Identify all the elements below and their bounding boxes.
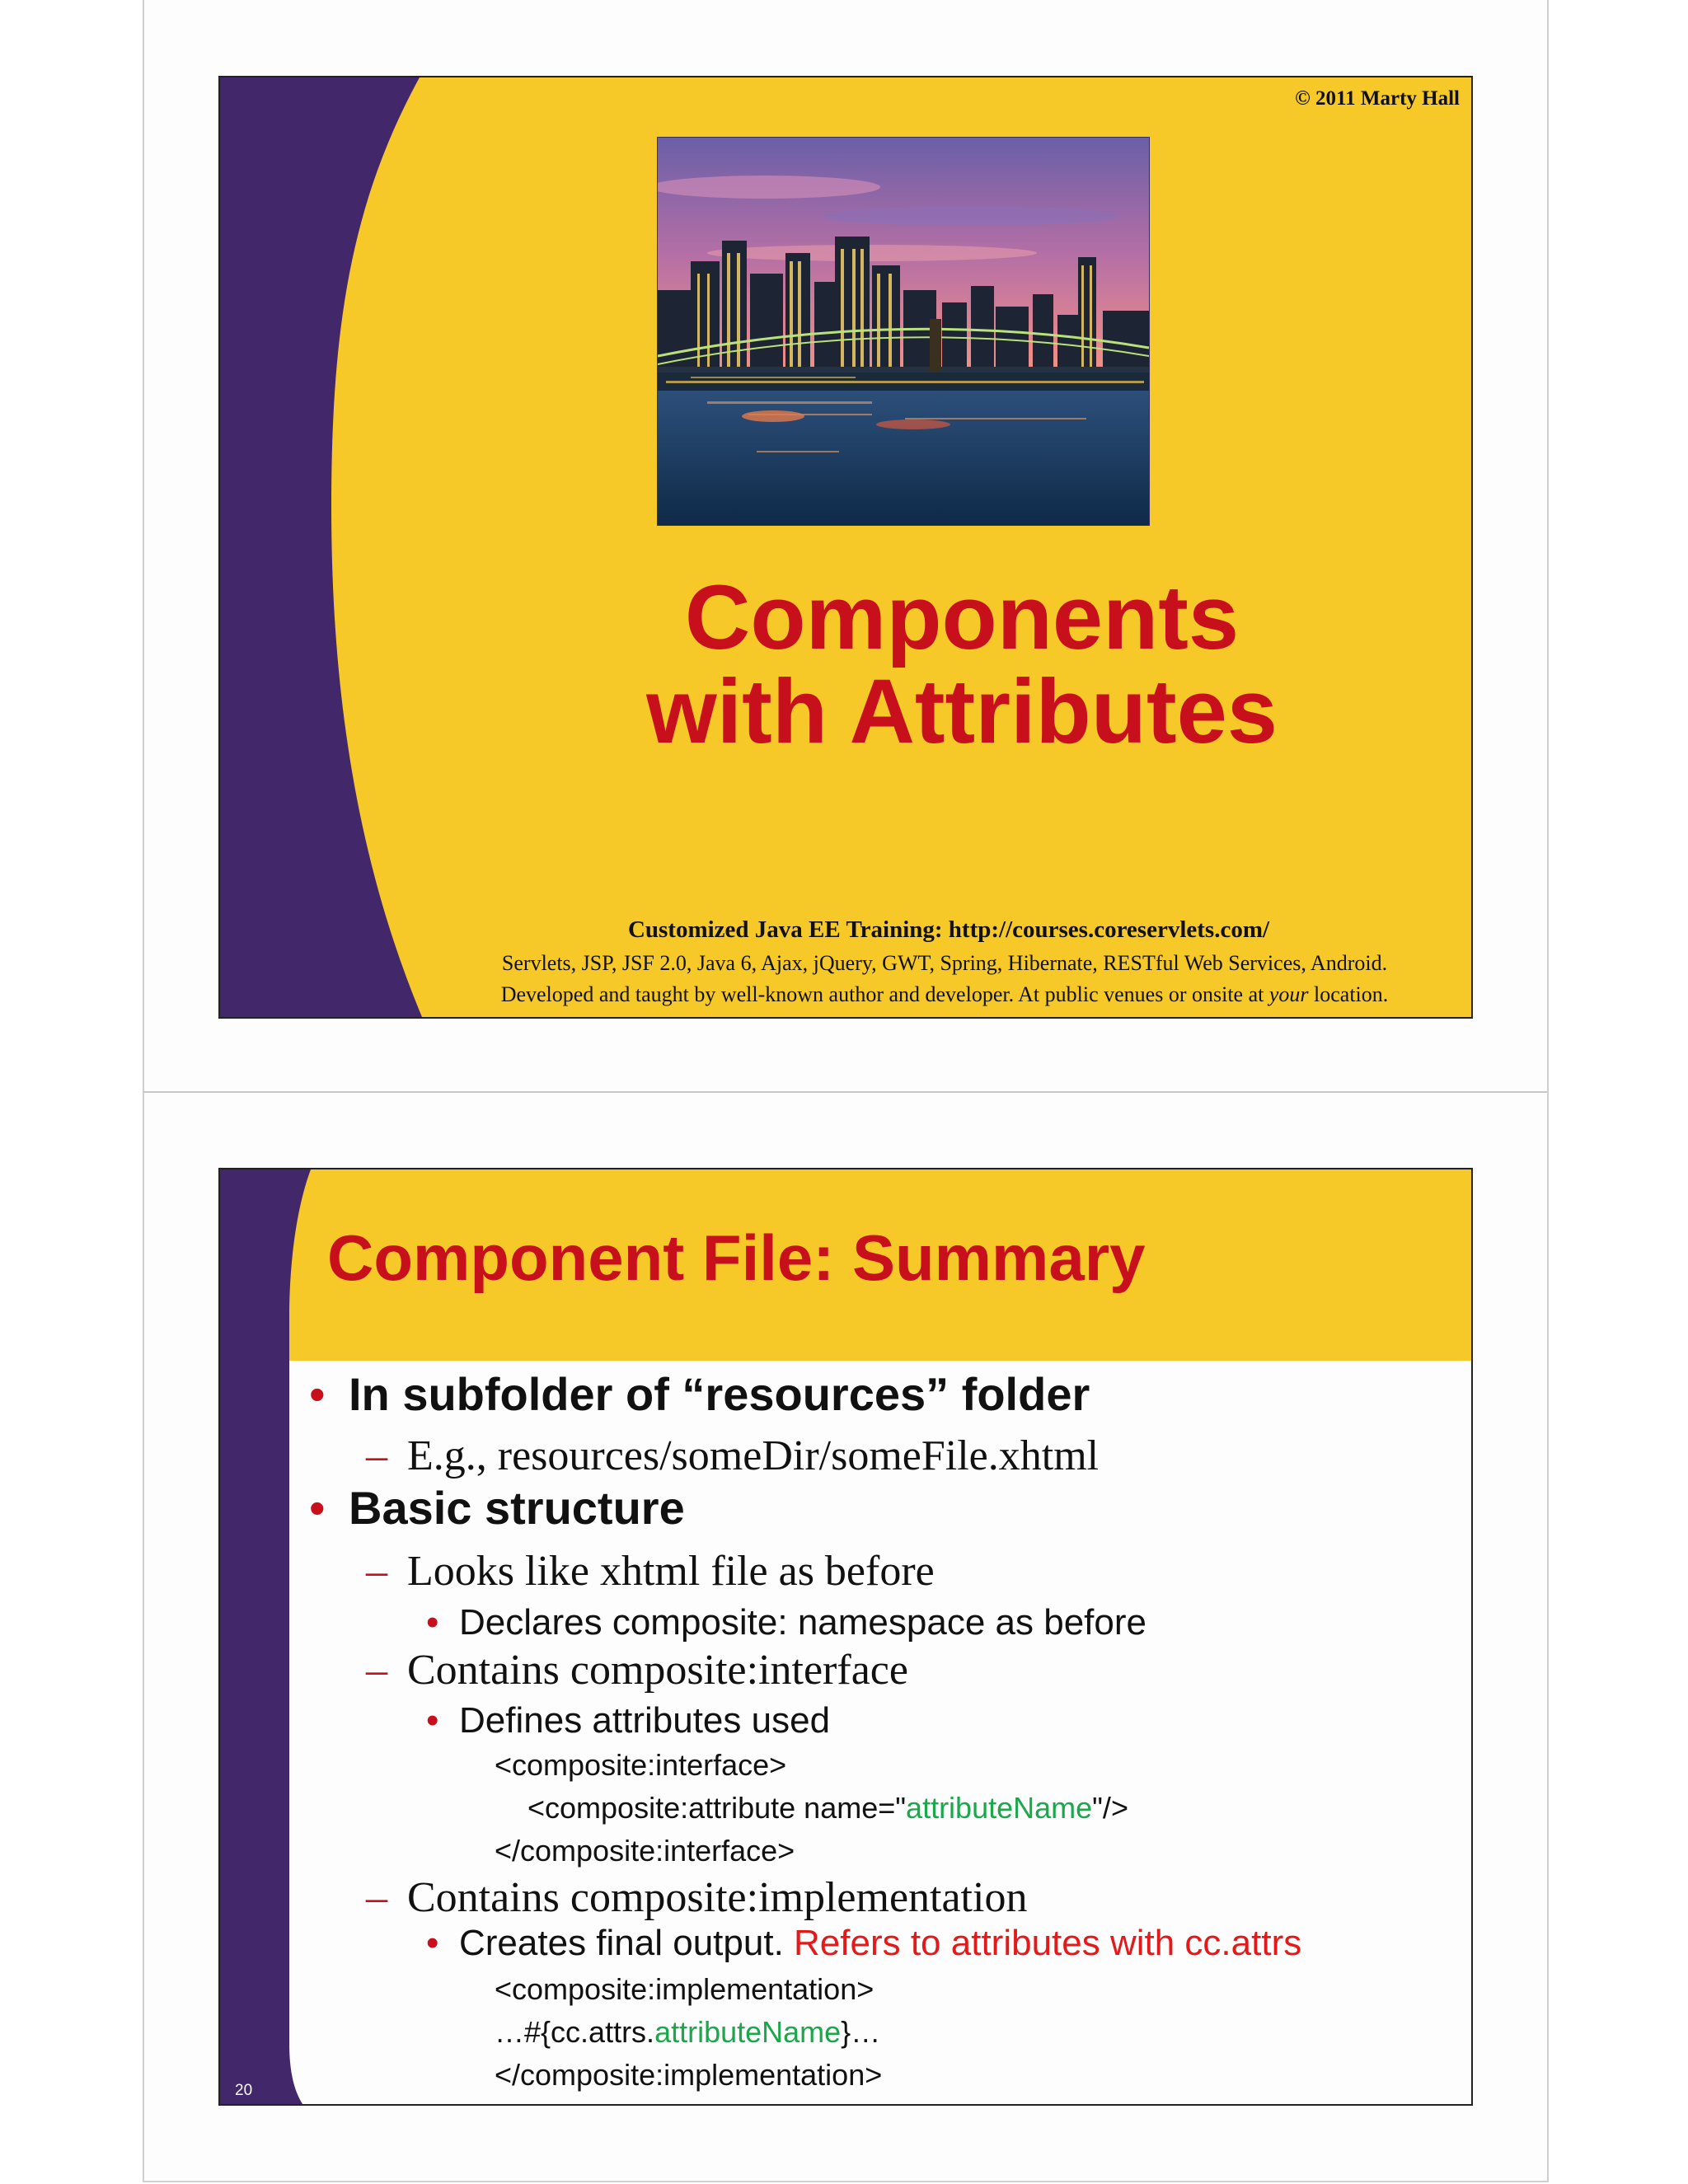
title-line-2: with Attributes xyxy=(646,661,1278,762)
bullet-dot-icon: • xyxy=(309,1482,326,1534)
code-implementation-close: </composite:implementation> xyxy=(495,2058,883,2092)
dash-icon: – xyxy=(366,1548,387,1595)
content-slide xyxy=(218,1168,1473,2106)
sub-item-looks-like-xhtml: – Looks like xhtml file as before xyxy=(366,1548,935,1595)
city-skyline-photo xyxy=(657,137,1150,526)
dash-icon: – xyxy=(366,1874,387,1921)
slide-title: Component File: Summary xyxy=(327,1221,1146,1294)
title-line-1: Components xyxy=(684,567,1240,668)
bullet-dot-icon: • xyxy=(426,1700,439,1741)
code-interface-close: </composite:interface> xyxy=(495,1834,795,1868)
bullet-dot-icon: • xyxy=(426,1923,439,1963)
code-cc-attrs-usage: …#{cc.attrs.attributeName}… xyxy=(495,2015,881,2049)
dash-icon: – xyxy=(366,1647,387,1694)
bullet-basic-structure: • Basic structure xyxy=(309,1482,685,1534)
code-interface-open: <composite:interface> xyxy=(495,1748,787,1782)
item-defines-attributes: • Defines attributes used xyxy=(426,1700,831,1741)
code-attribute-declaration: <composite:attribute name="attributeName"/> xyxy=(528,1791,1128,1825)
item-creates-final-output: • Creates final output. Refers to attributes with cc.attrs xyxy=(426,1923,1302,1963)
bullet-dot-icon: • xyxy=(309,1368,326,1420)
item-declares-namespace: • Declares composite: namespace as before xyxy=(426,1602,1146,1643)
topics-line: Servlets, JSP, JSF 2.0, Java 6, Ajax, jQuery, GWT, Spring, Hibernate, RESTful Web Services, Android. xyxy=(501,951,1388,975)
bullet-dot-icon: • xyxy=(426,1602,439,1643)
training-heading: Customized Java EE Training: http://courses.coreservlets.com/ xyxy=(627,916,1270,943)
dash-icon: – xyxy=(366,1432,387,1479)
copyright-notice: © 2011 Marty Hall xyxy=(1295,87,1460,110)
page-divider xyxy=(143,1091,1547,1093)
sub-item-composite-implementation: – Contains composite:implementation xyxy=(366,1874,1028,1921)
sub-item-composite-interface: – Contains composite:interface xyxy=(366,1647,908,1694)
author-line: Developed and taught by well-known author and developer. At public venues or onsite at your location. xyxy=(500,982,1389,1006)
title-slide xyxy=(218,76,1473,1019)
sub-item-example-path: – E.g., resources/someDir/someFile.xhtml xyxy=(366,1432,1100,1479)
code-implementation-open: <composite:implementation> xyxy=(495,1972,874,2006)
bullet-resources-folder: • In subfolder of “resources” folder xyxy=(309,1368,1090,1420)
slide-number: 20 xyxy=(235,2082,253,2099)
